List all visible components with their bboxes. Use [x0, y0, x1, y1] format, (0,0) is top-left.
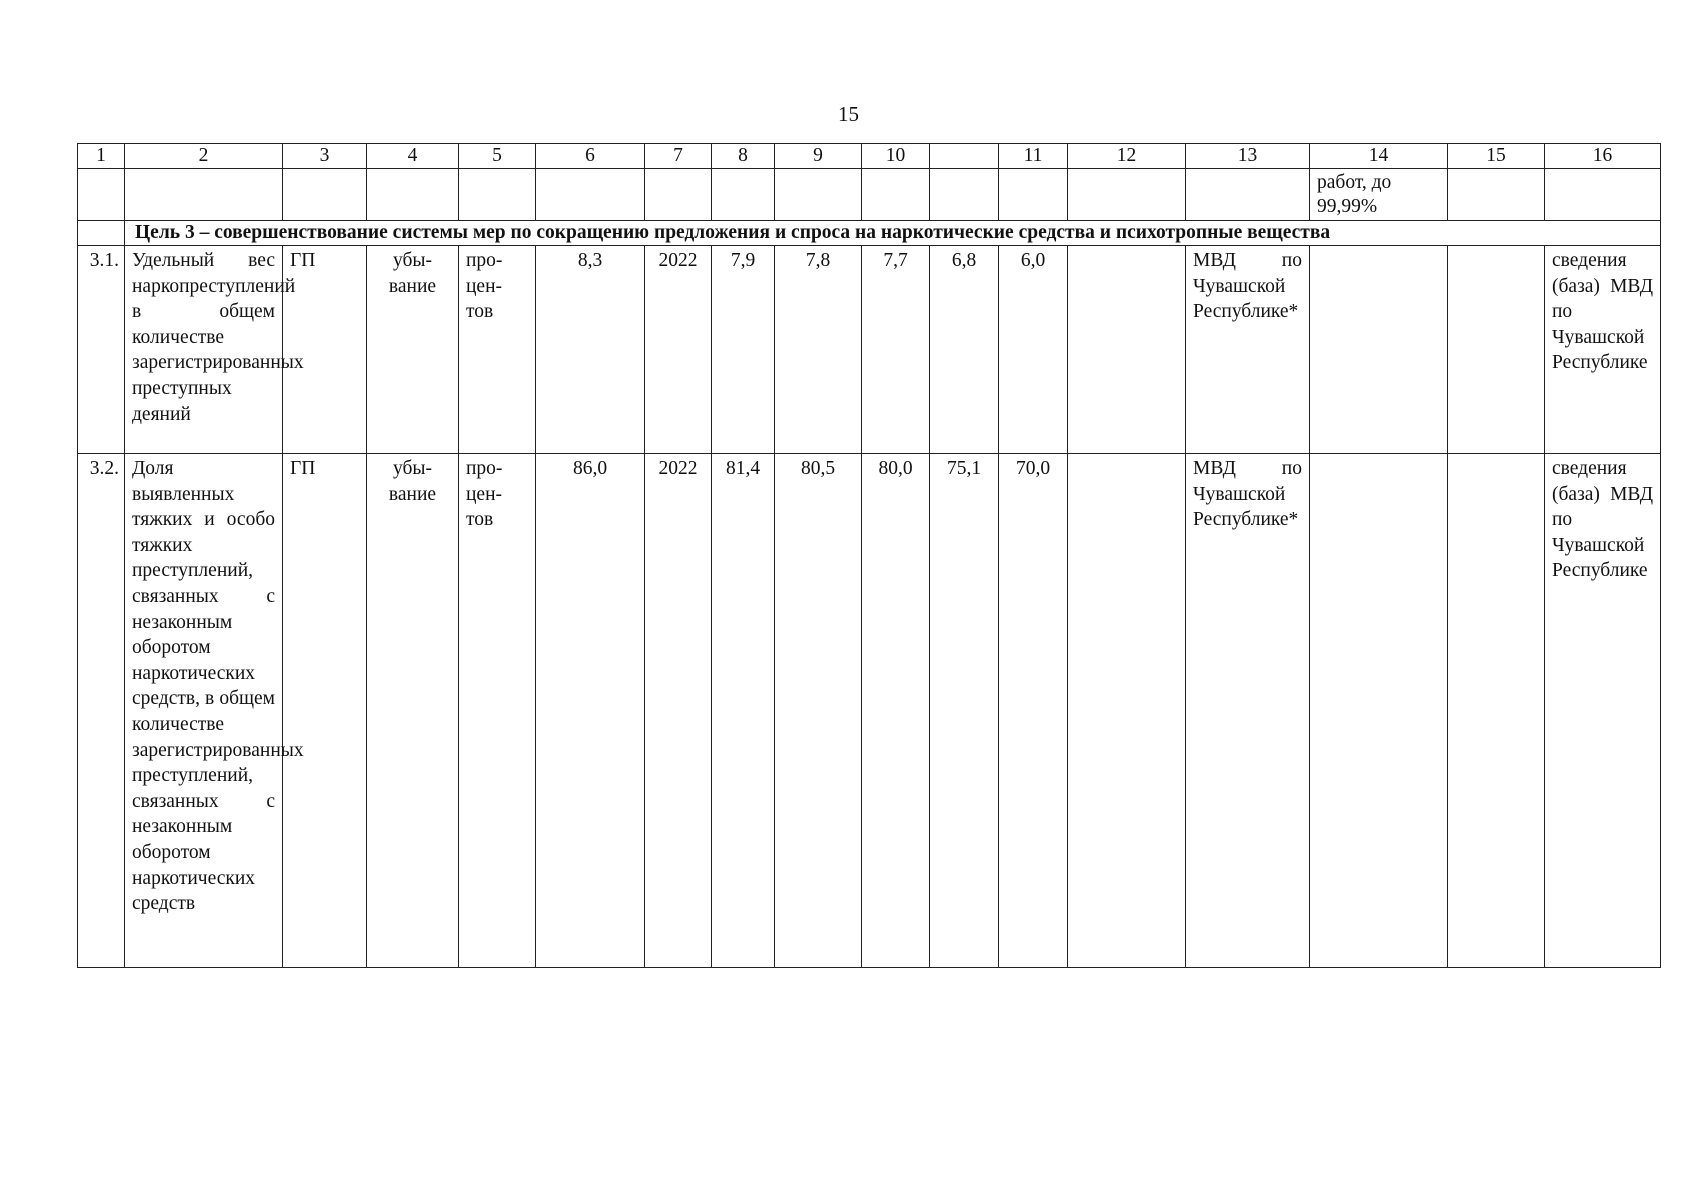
row-number: 3.2. — [78, 454, 125, 968]
col12-cell — [1068, 246, 1186, 454]
column-header: 14 — [1310, 144, 1448, 169]
base-value: 86,0 — [536, 454, 645, 968]
col12-cell — [1068, 454, 1186, 968]
indicator-trend: убы- вание — [367, 454, 459, 968]
col15-cell — [1448, 454, 1545, 968]
value-col8: 7,9 — [712, 246, 775, 454]
col14-cell — [1310, 246, 1448, 454]
continuation-row — [78, 169, 1661, 221]
value-col9: 80,5 — [775, 454, 862, 968]
value-col10: 80,0 — [862, 454, 930, 968]
indicator-unit: про- цен- тов — [459, 454, 536, 968]
row-number: 3.1. — [78, 246, 125, 454]
continuation-text: работ, до 99,99% — [1310, 169, 1448, 221]
column-header: 12 — [1068, 144, 1186, 169]
column-header: 2 — [125, 144, 283, 169]
base-year: 2022 — [645, 246, 712, 454]
indicator-trend: убы- вание — [367, 246, 459, 454]
column-header — [930, 144, 999, 169]
column-header: 1 — [78, 144, 125, 169]
value-col10b: 75,1 — [930, 454, 999, 968]
column-header: 15 — [1448, 144, 1545, 169]
column-header: 9 — [775, 144, 862, 169]
value-col10b: 6,8 — [930, 246, 999, 454]
goal-heading: Цель 3 – совершенствование системы мер по сокращению предложения и спроса на наркотические средства и психотропные вещества — [125, 221, 1661, 246]
indicator-type: ГП — [283, 454, 367, 968]
column-number-row — [78, 144, 1661, 169]
base-year: 2022 — [645, 454, 712, 968]
col14-cell — [1310, 454, 1448, 968]
column-header: 13 — [1186, 144, 1310, 169]
base-value: 8,3 — [536, 246, 645, 454]
indicators-table — [77, 143, 1661, 968]
indicator-name: Удельный вес наркопреступлений в общем количестве зарегистрированных преступных деяний — [125, 246, 283, 454]
data-source: сведения (база) МВД по Чувашской Республике — [1545, 454, 1661, 968]
column-header: 11 — [999, 144, 1068, 169]
indicator-unit: про- цен- тов — [459, 246, 536, 454]
page-number: 15 — [838, 102, 859, 126]
table-row — [78, 246, 1661, 454]
data-source: сведения (база) МВД по Чувашской Республике — [1545, 246, 1661, 454]
column-header: 5 — [459, 144, 536, 169]
value-col10: 7,7 — [862, 246, 930, 454]
col15-cell — [1448, 246, 1545, 454]
value-col11: 70,0 — [999, 454, 1068, 968]
column-header: 3 — [283, 144, 367, 169]
value-col8: 81,4 — [712, 454, 775, 968]
indicator-type: ГП — [283, 246, 367, 454]
column-header: 10 — [862, 144, 930, 169]
column-header: 16 — [1545, 144, 1661, 169]
column-header: 6 — [536, 144, 645, 169]
indicator-name: Доля выявленных тяжких и особо тяжких преступлений, связанных с незаконным оборотом наркотических средств, в общем количестве зарегистрированных преступлений, связанных с незаконным оборотом наркотических средств — [125, 454, 283, 968]
responsible: МВД по Чувашской Республике* — [1186, 454, 1310, 968]
column-header: 7 — [645, 144, 712, 169]
column-header: 8 — [712, 144, 775, 169]
value-col9: 7,8 — [775, 246, 862, 454]
value-col11: 6,0 — [999, 246, 1068, 454]
column-header: 4 — [367, 144, 459, 169]
goal-row — [78, 221, 1661, 246]
responsible: МВД по Чувашской Республике* — [1186, 246, 1310, 454]
table-row — [78, 454, 1661, 968]
